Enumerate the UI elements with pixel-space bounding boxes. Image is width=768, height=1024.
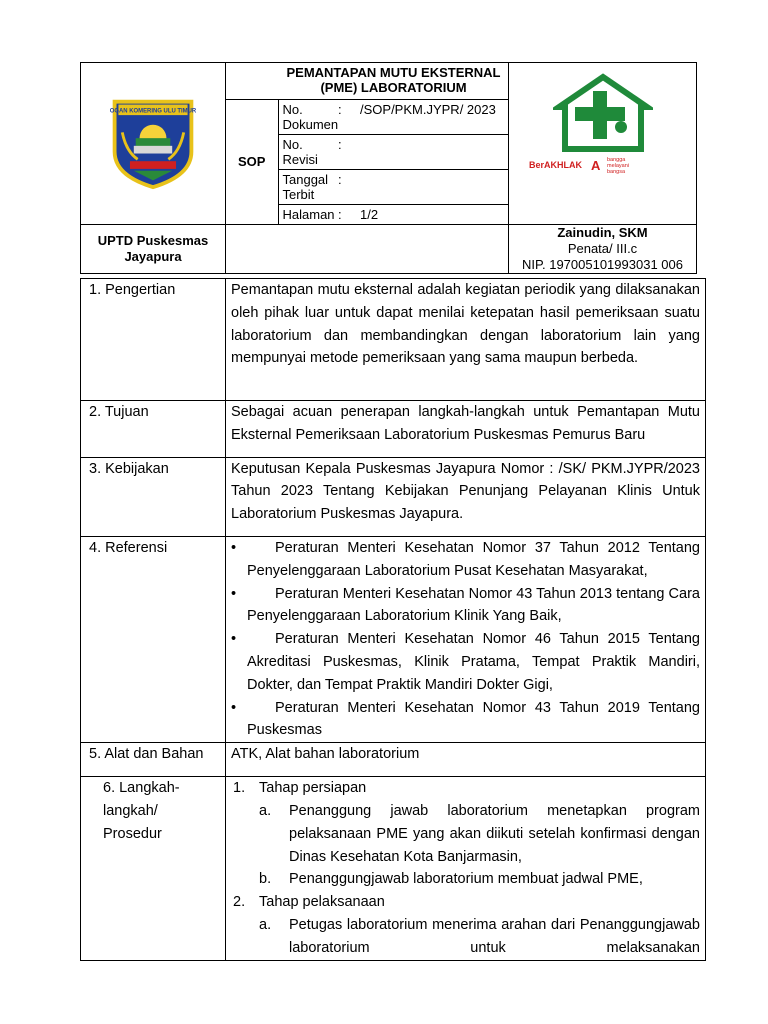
tag-bangsa: bangsa <box>607 169 626 175</box>
list-item-text: Peraturan Menteri Kesehatan Nomor 43 Tahun 2013 tentang Cara Penyelenggaraan Laboratorium Klinik Yang Baik, <box>247 585 700 625</box>
substep-item <box>231 868 700 891</box>
logo-right-cell <box>509 63 697 225</box>
step-number: 1. <box>233 780 246 797</box>
emblem-text: OGAN KOMERING ULU TIMUR <box>109 108 197 115</box>
signatory-block <box>509 224 697 273</box>
row-label: 4. Referensi <box>81 536 226 742</box>
step-number: 2. <box>233 894 246 911</box>
substeps <box>231 914 700 960</box>
sop-label: SOP <box>226 99 278 224</box>
row-label: 6. Langkah- langkah/ Prosedur <box>81 777 226 960</box>
title-sop-cell <box>226 63 509 225</box>
field-label-halaman: Halaman <box>282 206 335 222</box>
field-colon: : <box>334 169 356 204</box>
bullet-icon: • <box>231 699 237 716</box>
field-label-revisi: No. Revisi <box>278 134 334 169</box>
empty-cell <box>226 224 509 273</box>
list-item <box>231 537 700 583</box>
field-value-tanggal <box>356 169 508 204</box>
procedure-cell <box>226 777 706 960</box>
signatory-rank: Penata/ III.c <box>567 240 638 256</box>
substep-item <box>231 914 700 960</box>
substep-letter: a. <box>259 802 272 819</box>
substep-letter: a. <box>259 916 272 933</box>
table-row <box>81 777 706 960</box>
list-item <box>231 583 700 629</box>
row-text: ATK, Alat bahan laboratorium <box>226 743 706 777</box>
document-header <box>80 62 697 274</box>
row-label: 5. Alat dan Bahan <box>81 743 226 777</box>
step-item <box>231 891 700 914</box>
sop-content-table <box>80 278 706 961</box>
substep-item <box>231 800 700 868</box>
substeps <box>231 800 700 891</box>
signatory-nip: NIP. 197005101993031 006 <box>522 256 683 272</box>
field-value-doc: /SOP/PKM.JYPR/ 2023 <box>356 99 508 134</box>
list-item-text: Peraturan Menteri Kesehatan Nomor 46 Tahun 2015 Tentang Akreditasi Puskesmas, Klinik Pratama, Tempat Praktik Mandiri, Dokter, dan Tempat Praktik Mandiri Dokter Gigi, <box>247 631 700 693</box>
substep-text: Petugas laboratorium menerima arahan dari Penanggungjawab laboratorium untuk melaksanakan <box>289 916 700 956</box>
field-colon: : <box>338 206 342 222</box>
row-label: 1. Pengertian <box>81 279 226 401</box>
org-name: UPTD Puskesmas Jayapura <box>81 224 226 273</box>
reference-list-cell <box>226 536 706 742</box>
row-label: 2. Tujuan <box>81 401 226 458</box>
step-item <box>231 777 700 800</box>
table-row <box>81 401 706 458</box>
list-item <box>231 697 700 743</box>
table-row <box>81 743 706 777</box>
signatory-name: Zainudin, SKM <box>557 224 648 240</box>
row-text: Pemantapan mutu eksternal adalah kegiatan periodik yang dilaksanakan oleh pihak luar untuk dapat menilai ketepatan hasil pemeriksaan suatu laboratorium dan membandingkan dengan laboratorium lain yang mempunyai metode pemeriksaan yang sama maupun berbeda. <box>226 279 706 401</box>
list-item-text: Peraturan Menteri Kesehatan Nomor 43 Tahun 2019 Tentang Puskesmas <box>247 699 700 739</box>
procedure-steps <box>231 777 700 800</box>
ministry-health-logo-icon <box>553 73 653 157</box>
regency-emblem-icon <box>104 94 202 190</box>
step-title: Tahap pelaksanaan <box>259 894 385 911</box>
tag-bangga: bangga <box>607 157 626 163</box>
row-text: Sebagai acuan penerapan langkah-langkah untuk Pemantapan Mutu Eksternal Pemeriksaan Laboratorium Puskesmas Pemurus Baru <box>226 401 706 458</box>
table-row <box>81 279 706 401</box>
berakhlak-brand: BerAKHLAK <box>529 160 583 170</box>
field-colon: : <box>334 99 356 134</box>
tag-melayani: melayani <box>607 163 630 169</box>
table-row <box>81 536 706 742</box>
sop-title: PEMANTAPAN MUTU EKSTERNAL (PME) LABORATORIUM <box>226 63 508 99</box>
bullet-icon: • <box>231 631 237 648</box>
field-label-tanggal: Tanggal Terbit <box>278 169 334 204</box>
procedure-steps <box>231 891 700 914</box>
substep-letter: b. <box>259 871 272 888</box>
substep-text: Penanggung jawab laboratorium menetapkan program pelaksanaan PME yang akan diikuti setelah konfirmasi dengan Dinas Kesehatan Kota Banjarmasin, <box>289 802 700 865</box>
bullet-icon: • <box>231 585 237 602</box>
list-item <box>231 628 700 696</box>
row-label: 3. Kebijakan <box>81 457 226 536</box>
field-value-revisi <box>356 134 508 169</box>
row-text: Keputusan Kepala Puskesmas Jayapura Nomor : /SK/ PKM.JYPR/2023 Tahun 2023 Tentang Kebijakan Penunjang Pelayanan Klinis Untuk Laboratorium Puskesmas Jayapura. <box>226 457 706 536</box>
step-title: Tahap persiapan <box>259 780 367 797</box>
field-value-halaman: 1/2 <box>360 206 379 222</box>
table-row <box>81 457 706 536</box>
bullet-icon: • <box>231 539 237 556</box>
logo-left-cell <box>81 63 226 225</box>
a-mark-icon: A <box>591 158 601 173</box>
substep-text: Penanggungjawab laboratorium membuat jadwal PME, <box>289 871 643 888</box>
list-item-text: Peraturan Menteri Kesehatan Nomor 37 Tahun 2012 Tentang Penyelenggaraan Laboratorium Pusat Kesehatan Masyarakat, <box>247 539 700 579</box>
field-label-doc: No. Dokumen <box>278 99 334 134</box>
reference-list <box>231 537 700 742</box>
field-colon: : <box>334 134 356 169</box>
